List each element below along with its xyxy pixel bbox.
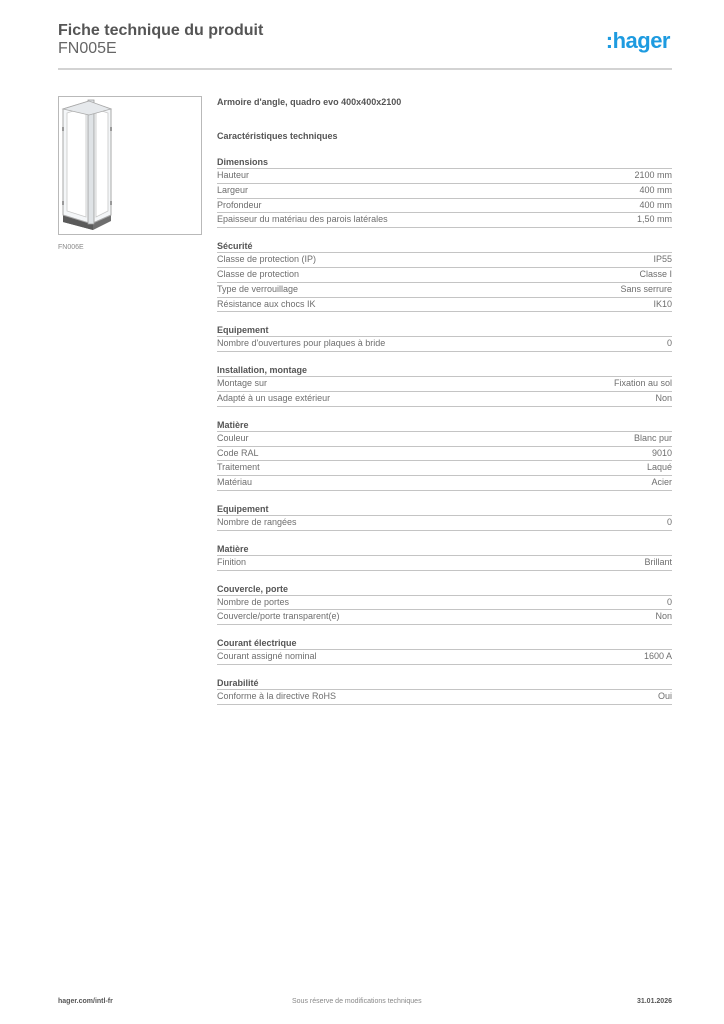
spec-label: Courant assigné nominal <box>217 651 317 662</box>
spec-label: Conforme à la directive RoHS <box>217 690 337 701</box>
product-code: FN005E <box>58 40 117 57</box>
page-title: Fiche technique du produit <box>58 22 264 39</box>
spec-group <box>217 157 672 228</box>
spec-row <box>217 283 672 298</box>
spec-value: 1600 A <box>643 651 672 662</box>
spec-value: IK10 <box>653 298 672 309</box>
spec-label: Epaisseur du matériau des parois latérales <box>217 214 388 225</box>
spec-value: Blanc pur <box>633 432 672 443</box>
spec-label: Adapté à un usage extérieur <box>217 392 331 403</box>
spec-group <box>217 241 672 312</box>
spec-value: Oui <box>657 690 672 701</box>
spec-value: Non <box>655 611 672 622</box>
spec-label: Matériau <box>217 477 253 488</box>
spec-group-title: Dimensions <box>217 157 672 169</box>
product-name: Armoire d'angle, quadro evo 400x400x2100 <box>217 97 402 107</box>
spec-label: Largeur <box>217 184 249 195</box>
spec-content <box>217 96 672 705</box>
spec-label: Nombre de portes <box>217 596 290 607</box>
spec-value: Fixation au sol <box>613 378 672 389</box>
spec-label: Code RAL <box>217 447 259 458</box>
spec-value: Laqué <box>646 462 672 473</box>
spec-group <box>217 420 672 491</box>
spec-label: Type de verrouillage <box>217 283 299 294</box>
spec-group-title: Courant électrique <box>217 638 672 650</box>
spec-value: Non <box>655 392 672 403</box>
header-divider <box>58 68 672 70</box>
spec-group-title: Matière <box>217 544 672 556</box>
spec-value: 0 <box>666 338 672 349</box>
spec-group-title: Durabilité <box>217 678 672 690</box>
spec-label: Nombre d'ouvertures pour plaques à bride <box>217 338 386 349</box>
spec-value: 9010 <box>651 447 672 458</box>
spec-group-title: Installation, montage <box>217 365 672 377</box>
spec-value: Classe I <box>639 268 672 279</box>
spec-row <box>217 432 672 447</box>
spec-value: 0 <box>666 596 672 607</box>
spec-row <box>217 213 672 228</box>
image-caption: FN006E <box>58 244 84 251</box>
spec-group <box>217 365 672 407</box>
spec-groups <box>217 157 672 705</box>
spec-group-title: Matière <box>217 420 672 432</box>
spec-label: Hauteur <box>217 170 250 180</box>
spec-group <box>217 544 672 571</box>
spec-value: 400 mm <box>639 184 672 195</box>
spec-label: Couleur <box>217 432 249 443</box>
spec-row <box>217 184 672 199</box>
spec-label: Couvercle/porte transparent(e) <box>217 611 340 622</box>
spec-label: Montage sur <box>217 378 268 389</box>
spec-row <box>217 337 672 352</box>
footer-disclaimer: Sous réserve de modifications techniques <box>292 998 422 1005</box>
spec-row <box>217 476 672 491</box>
spec-row <box>217 610 672 625</box>
spec-value: 1,50 mm <box>636 214 672 225</box>
spec-group <box>217 504 672 531</box>
page-header <box>58 21 672 58</box>
spec-group-title: Equipement <box>217 504 672 516</box>
page-footer <box>58 998 672 1010</box>
spec-row <box>217 253 672 268</box>
spec-value: 0 <box>666 516 672 527</box>
spec-row <box>217 377 672 392</box>
spec-value: 2100 mm <box>634 170 672 180</box>
footer-website[interactable]: hager.com/intl-fr <box>58 998 113 1005</box>
spec-row <box>217 392 672 407</box>
spec-label: Traitement <box>217 462 260 473</box>
spec-label: Finition <box>217 556 247 567</box>
product-image <box>58 96 202 235</box>
spec-row <box>217 690 672 705</box>
spec-heading: Caractéristiques techniques <box>217 131 338 141</box>
spec-row <box>217 650 672 665</box>
spec-value: Brillant <box>644 556 672 567</box>
spec-group <box>217 325 672 352</box>
spec-group-title: Couvercle, porte <box>217 584 672 596</box>
spec-row <box>217 268 672 283</box>
spec-group <box>217 638 672 665</box>
hager-logo: :hager <box>605 28 670 53</box>
spec-row <box>217 298 672 313</box>
spec-group <box>217 678 672 705</box>
spec-row <box>217 199 672 214</box>
spec-group-title: Equipement <box>217 325 672 337</box>
spec-value: 400 mm <box>639 199 672 210</box>
footer-date: 31.01.2026 <box>636 998 672 1005</box>
spec-row <box>217 596 672 611</box>
spec-group <box>217 584 672 626</box>
spec-label: Classe de protection (IP) <box>217 254 317 265</box>
spec-row <box>217 556 672 571</box>
spec-value: Sans serrure <box>620 283 672 294</box>
spec-row <box>217 461 672 476</box>
spec-group-title: Sécurité <box>217 241 672 253</box>
spec-label: Profondeur <box>217 199 262 210</box>
spec-value: IP55 <box>653 254 672 265</box>
spec-label: Nombre de rangées <box>217 516 297 527</box>
spec-label: Classe de protection <box>217 268 300 279</box>
spec-row <box>217 447 672 462</box>
spec-row <box>217 169 672 184</box>
spec-row <box>217 516 672 531</box>
cabinet-icon <box>59 97 203 236</box>
spec-value: Acier <box>651 477 672 488</box>
spec-label: Résistance aux chocs IK <box>217 298 316 309</box>
